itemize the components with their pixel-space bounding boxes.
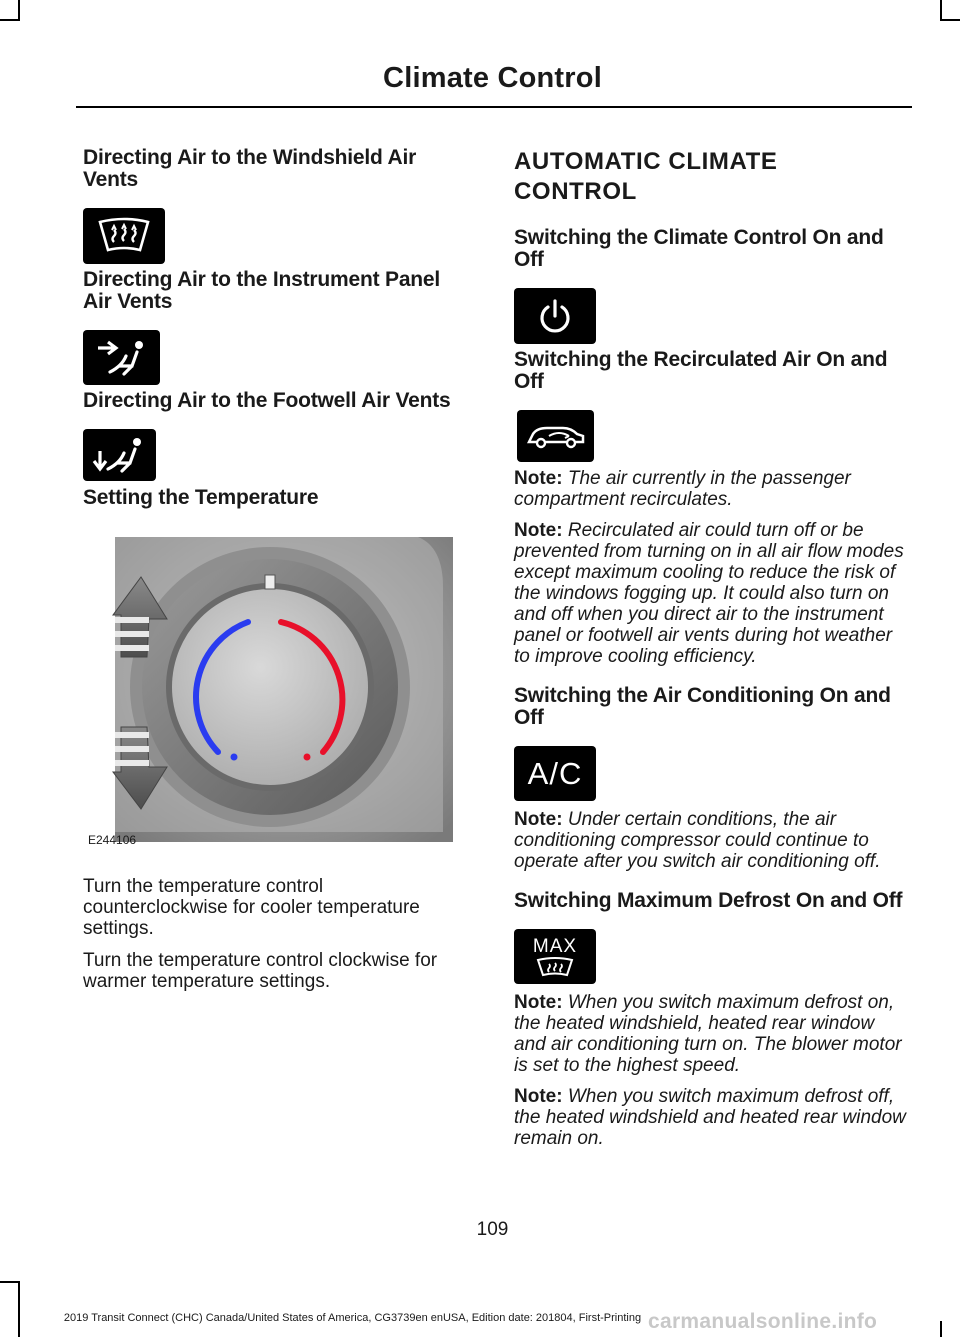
crop-mark [940, 19, 960, 21]
recirc-note-2 [514, 520, 906, 667]
page-title: Climate Control [383, 62, 602, 94]
windshield-vent-icon [83, 208, 165, 264]
section-heading: AUTOMATIC CLIMATE CONTROL [514, 148, 778, 205]
ac-icon [514, 746, 596, 801]
temperature-paragraph-2: Turn the temperature control clockwise for warmer temperature settings. [83, 950, 438, 992]
defrost-note-2-text: When you switch maximum defrost off, the heated windshield and heated rear window remain on. [514, 1086, 906, 1149]
recirc-note-1 [514, 468, 904, 510]
recirculation-icon [517, 410, 594, 462]
temperature-dial-illustration [83, 527, 453, 847]
crop-mark [18, 1281, 20, 1337]
header-rule [76, 106, 912, 108]
recirc-heading: Switching the Recirculated Air On and Off [514, 348, 888, 393]
page-number: 109 [476, 1219, 509, 1240]
note-label: Note: [514, 468, 563, 489]
crop-mark [18, 0, 20, 19]
defrost-heading: Switching Maximum Defrost On and Off [514, 889, 903, 912]
temperature-heading: Setting the Temperature [83, 486, 319, 509]
note-label: Note: [514, 520, 563, 541]
temperature-dial-figure [83, 527, 453, 847]
watermark: carmanualsonline.info [648, 1310, 878, 1333]
temperature-paragraph-1: Turn the temperature control counterclockwise for cooler temperature settings. [83, 876, 420, 939]
footwell-heading: Directing Air to the Footwell Air Vents [83, 389, 451, 412]
recirc-note-2-text: Recirculated air could turn off or be prevented from turning on in all air flow modes except maximum cooling to reduce the risk of the windows fogging up. It could also turn on and off when you direct air to the instrument panel or footwell air vents during hot weather to improve cooling efficiency. [514, 520, 904, 667]
onoff-heading: Switching the Climate Control On and Off [514, 226, 884, 271]
figure-id: E244106 [88, 833, 137, 847]
crop-mark [0, 19, 20, 21]
panel-vent-icon [83, 330, 160, 385]
crop-mark [940, 0, 942, 19]
ac-note [514, 809, 906, 872]
crop-mark [940, 1321, 942, 1337]
right-column [514, 147, 909, 1149]
power-icon [514, 288, 596, 344]
ac-note-text: Under certain conditions, the air conditioning compressor could continue to operate after you switch air conditioning off. [514, 809, 881, 872]
defrost-note-2 [514, 1086, 906, 1149]
edition-footer: 2019 Transit Connect (CHC) Canada/United States of America, CG3739en enUSA, Edition date: 201804, First-Printing [63, 1312, 642, 1324]
max-defrost-icon [514, 929, 596, 984]
panel-heading: Directing Air to the Instrument Panel Air Vents [83, 268, 441, 313]
note-label: Note: [514, 1086, 563, 1107]
crop-mark [0, 1281, 20, 1283]
note-label: Note: [514, 809, 563, 830]
left-column [83, 147, 478, 992]
ac-heading: Switching the Air Conditioning On and Off [514, 684, 891, 729]
defrost-note-1-text: When you switch maximum defrost on, the heated windshield, heated rear window and air conditioning turn on. The blower motor is set to the highest speed. [514, 992, 902, 1076]
footwell-vent-icon [83, 429, 156, 481]
windshield-heading: Directing Air to the Windshield Air Vents [83, 146, 417, 191]
recirc-note-1-text: The air currently in the passenger compartment recirculates. [514, 468, 851, 510]
defrost-icon [535, 957, 575, 977]
note-label: Note: [514, 992, 563, 1013]
ac-icon-label: A/C [527, 755, 583, 791]
defrost-note-1 [514, 992, 906, 1076]
max-icon-label: MAX [532, 935, 578, 957]
